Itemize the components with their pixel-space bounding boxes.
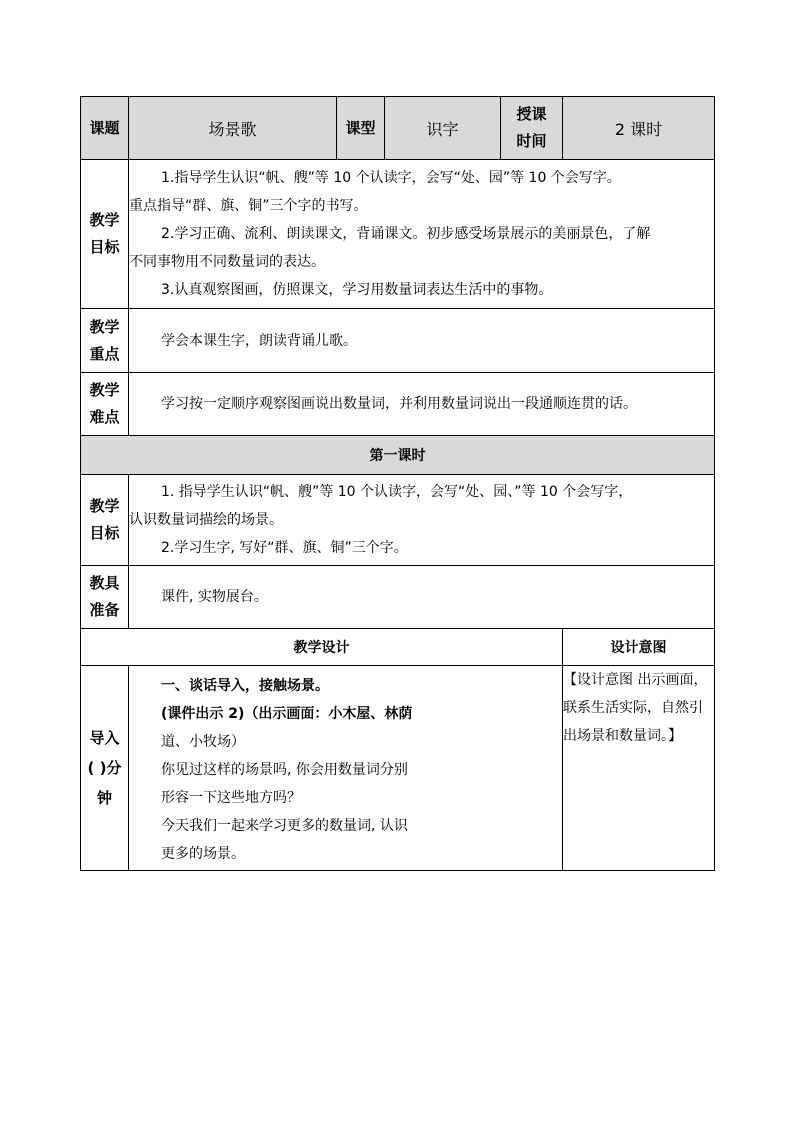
key-points-content: 学会本课生字，朗读背诵儿歌。	[129, 309, 715, 373]
goals-row	[81, 160, 715, 309]
tools-row	[81, 566, 715, 629]
lesson-goals-label: 教学 目标	[81, 475, 129, 566]
lesson-line: 你见过这样的场景吗, 你会用数量词分别	[161, 762, 408, 778]
tools-label: 教具 准备	[81, 566, 129, 629]
intent-content	[563, 666, 715, 871]
lesson-line: 道、小牧场）	[161, 734, 245, 750]
lesson-plan-sheet	[80, 96, 714, 871]
goal-line-2: 重点指导“群、旗、铜”三个字的书写。	[129, 198, 368, 214]
goal-line-4: 不同事物用不同数量词的表达。	[129, 254, 325, 270]
intent-column-header: 设计意图	[563, 629, 715, 666]
goals-label: 教学 目标	[81, 160, 129, 309]
design-column-header: 教学设计	[81, 629, 563, 666]
difficulties-content: 学习按一定顺序观察图画说出数量词，并利用数量词说出一段通顺连贯的话。	[129, 373, 715, 436]
goal-line-1: 1.指导学生认识“帆、艘”等 10 个认读字，会写“处、园”等 10 个会写字。	[161, 170, 621, 186]
topic-label: 课题	[81, 97, 129, 160]
difficulties-label: 教学 难点	[81, 373, 129, 436]
key-points-label: 教学 重点	[81, 309, 129, 373]
intro-label: 导入 ( )分 钟	[81, 666, 129, 871]
lesson-goal-line-1: 1. 指导学生认识“帆、艘”等 10 个认读字，会写“处、园、”等 10 个会写字，	[161, 484, 633, 500]
first-lesson-title: 第一课时	[81, 436, 715, 475]
lesson-goal-line-3: 2.学习生字, 写好“群、旗、铜”三个字。	[161, 540, 408, 556]
intent-line: 联系生活实际，自然引	[563, 700, 703, 716]
type-value: 识字	[385, 97, 501, 160]
lesson-line: 形容一下这些地方吗？	[161, 790, 301, 806]
lesson-heading: 一、谈话导入，接触场景。	[161, 678, 329, 694]
goal-line-3: 2.学习正确、流利、朗读课文，背诵课文。初步感受场景展示的美丽景色，了解	[161, 226, 651, 242]
design-header-row	[81, 629, 715, 666]
lesson-goals-row	[81, 475, 715, 566]
lesson-goal-line-2: 认识数量词描绘的场景。	[129, 512, 283, 528]
topic-value: 场景歌	[129, 97, 337, 160]
intro-row	[81, 666, 715, 871]
goals-content	[129, 160, 715, 309]
lesson-line: (课件出示 2)（出示画面：小木屋、林荫	[161, 706, 413, 722]
intent-line: 【设计意图 出示画面，	[563, 672, 708, 688]
type-label: 课型	[337, 97, 385, 160]
time-value: 2 课时	[563, 97, 715, 160]
lesson-plan-table	[80, 96, 715, 871]
lesson-line: 今天我们一起来学习更多的数量词, 认识	[161, 818, 408, 834]
header-row	[81, 97, 715, 160]
first-lesson-row	[81, 436, 715, 475]
difficulties-row	[81, 373, 715, 436]
intro-lesson-content	[129, 666, 563, 871]
lesson-goals-content	[129, 475, 715, 566]
time-label: 授课 时间	[501, 97, 563, 160]
goal-line-5: 3.认真观察图画，仿照课文，学习用数量词表达生活中的事物。	[161, 282, 553, 298]
key-points-row	[81, 309, 715, 373]
lesson-line: 更多的场景。	[161, 846, 245, 862]
tools-content: 课件, 实物展台。	[129, 566, 715, 629]
intent-line: 出场景和数量词。】	[563, 728, 682, 744]
